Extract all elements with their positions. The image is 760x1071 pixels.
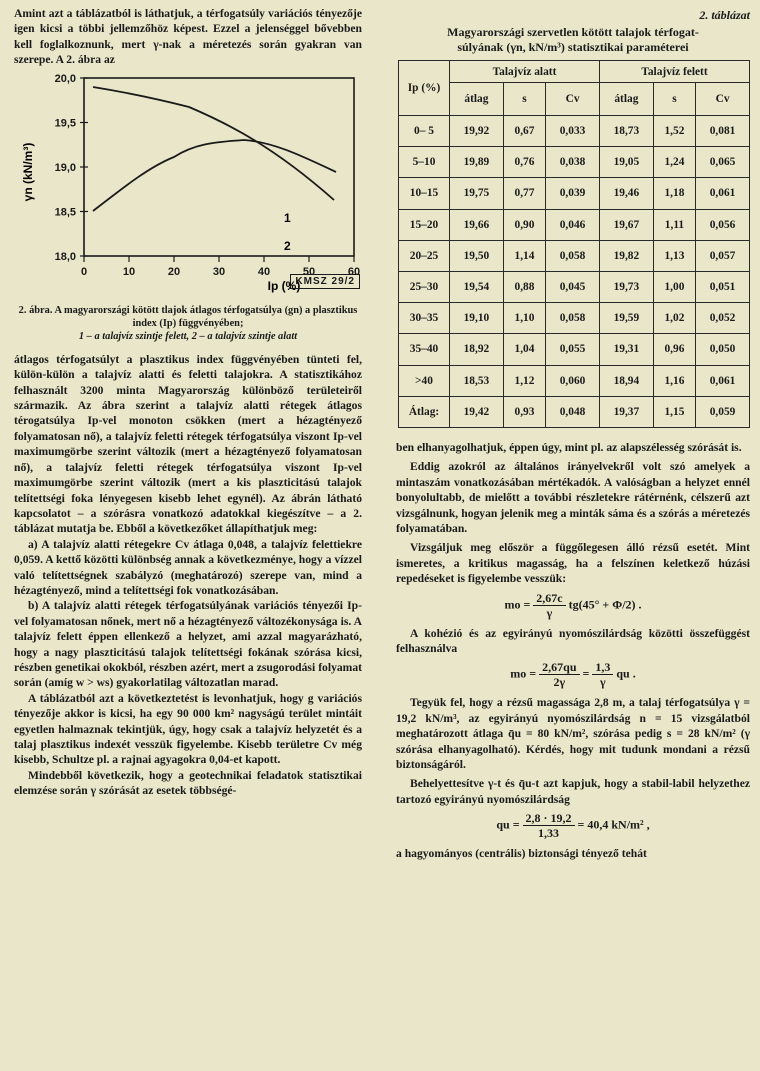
table-cell: 1,00 <box>653 271 695 302</box>
x-tick: 50 <box>302 265 316 278</box>
table-cell: 0,052 <box>696 303 750 334</box>
table-cell: 19,10 <box>450 303 504 334</box>
eq2-lhs: mo = <box>510 666 537 681</box>
table-cell: 0,048 <box>546 396 600 427</box>
table-cell: 1,14 <box>503 240 545 271</box>
table-cell: 1,52 <box>653 116 695 147</box>
sub-header: s <box>653 83 695 116</box>
paragraph: átlagos térfogatsúlyt a plasztikus index függvényében tünteti fel, külön-külön a talajvíz alatti és feletti talajokra. A statisztikához felhasznált 3200 minta Magyarország különböző területeiről származik. Az ábra szerint a talajvíz alatti rétegek átlagos térogatsúlya Ip-vel monoton csökken (mert a hézagtényező folyamatosan nő), a talajvíz feletti rétegek térfogatsúlya viszont Ip-vel maximumgörbe szerint változik (mert a hézagtényező folyamatosan nő), a talajvíz feletti rétegek térfogatsúlya viszont Ip-vel maximumgörbe szerint változik (mert a kis plaszticitású talajok telítettségi foka lényegesen kisebb lehet egynél). Az ábrán látható kapcsolatot – a szórásra vonatkozó adatokkal kiegészítve – a 2. táblázat mutatja be. Ebből a következőket állapíthatjuk meg: <box>14 352 362 536</box>
eq2-equals: = <box>582 666 590 681</box>
eq1-fraction <box>533 591 565 620</box>
table-cell: 19,37 <box>599 396 653 427</box>
table-row <box>399 303 750 334</box>
eq2-rhs: qu . <box>616 666 636 681</box>
sub-header: Cv <box>696 83 750 116</box>
equation-1 <box>396 591 750 620</box>
caption-line2: 1 – a talajvíz szintje felett, 2 – a talajvíz szintje alatt <box>78 331 298 343</box>
table-cell: 0,057 <box>696 240 750 271</box>
curve-1-label: 1 <box>284 210 291 225</box>
group-below-header: Talajvíz alatt <box>450 61 600 83</box>
table-cell: 0,061 <box>696 178 750 209</box>
table-cell: 1,12 <box>503 365 545 396</box>
table-cell: 1,10 <box>503 303 545 334</box>
eq3-rhs: = 40,4 kN/m² , <box>577 817 650 832</box>
table-cell: 0,060 <box>546 365 600 396</box>
table-row <box>399 240 750 271</box>
eq3-denominator: 1,33 <box>538 826 560 841</box>
table-row <box>399 178 750 209</box>
table-cell-range: 15–20 <box>399 209 450 240</box>
eq2-denominator: 2γ <box>553 675 566 690</box>
right-column <box>396 6 750 862</box>
table-cell: 19,67 <box>599 209 653 240</box>
y-tick: 18,5 <box>54 206 76 219</box>
table-cell: 0,050 <box>696 334 750 365</box>
table-cell: 1,16 <box>653 365 695 396</box>
paragraph: Behelyettesítve γ-t és q̄u-t azt kapjuk, hogy a stabil-labil helyzethez tartozó egyirányú nyomószilárdság <box>396 777 750 806</box>
eq2-numerator: 2,67qu <box>539 660 579 675</box>
table-cell: 19,89 <box>450 147 504 178</box>
x-tick: 40 <box>257 265 271 278</box>
eq1-denominator: γ <box>546 605 553 620</box>
sub-header: s <box>503 83 545 116</box>
paragraph: a hagyományos (centrális) biztonsági tényező tehát <box>396 847 647 861</box>
table-cell: 0,051 <box>696 271 750 302</box>
table-cell: 1,02 <box>653 303 695 334</box>
paragraph: A kohézió és az egyirányú nyomószilárdság közötti összefüggést felhasználva <box>396 626 750 655</box>
table-cell: 0,90 <box>503 209 545 240</box>
group-above-header: Talajvíz felett <box>599 61 749 83</box>
eq2-denominator2: γ <box>600 675 606 690</box>
table-cell: 1,24 <box>653 147 695 178</box>
sub-header: Cv <box>546 83 600 116</box>
table-cell-range: 10–15 <box>399 178 450 209</box>
equation-3 <box>396 811 750 840</box>
paragraph: ben elhanyagolhatjuk, éppen úgy, mint pl. az alapszélesség szórását is. <box>396 440 742 454</box>
x-tick: 20 <box>167 265 181 278</box>
table-cell-range: 0– 5 <box>399 116 450 147</box>
table-row <box>399 271 750 302</box>
curve-1 <box>93 140 336 211</box>
table-cell: 0,039 <box>546 178 600 209</box>
table-cell: 19,82 <box>599 240 653 271</box>
eq3-numerator: 2,8 · 19,2 <box>523 811 575 826</box>
eq2-fraction2 <box>592 660 613 689</box>
x-axis-label: Ip (%) <box>267 278 301 293</box>
table-cell-range: 5–10 <box>399 147 450 178</box>
table-cell: 1,11 <box>653 209 695 240</box>
eq3-fraction <box>523 811 575 840</box>
table-cell: 19,42 <box>450 396 504 427</box>
y-axis <box>55 73 88 263</box>
left-column <box>14 6 362 799</box>
figure-stamp: KMSZ 29/2 <box>290 274 360 289</box>
eq1-numerator: 2,67c <box>533 591 565 606</box>
table-cell: 1,15 <box>653 396 695 427</box>
table-cell: 1,04 <box>503 334 545 365</box>
table-cell: 19,05 <box>599 147 653 178</box>
figure-2 <box>14 72 362 294</box>
table-cell: 0,033 <box>546 116 600 147</box>
figure-caption <box>18 304 358 344</box>
paragraph: a) A talajvíz alatti rétegekre Cv átlaga 0,048, a talajvíz felettiekre 0,059. A kettő közötti különbség annak a következménye, hogy a vízzel való telítettségnek szabályzó (meghatározó) szerepe van, mind a hézagtényező, mind a telítettségi fok vonatkozásában. <box>14 537 362 597</box>
table-title-line1: Magyarországi szervetlen kötött talajok térfogat- <box>447 25 699 39</box>
equation-2 <box>396 660 750 689</box>
x-tick: 30 <box>212 265 226 278</box>
table-cell: 18,94 <box>599 365 653 396</box>
table-cell: 0,038 <box>546 147 600 178</box>
table-cell: 0,058 <box>546 240 600 271</box>
table-cell: 0,046 <box>546 209 600 240</box>
paragraph: Mindebből következik, hogy a geotechnikai feladatok statisztikai elemzése során γ szórását az esetek többségé- <box>14 768 362 798</box>
y-tick: 20,0 <box>54 72 76 85</box>
paragraph: b) A talajvíz alatti rétegek térfogatsúlyának variációs tényezői Ip-vel folyamatosan nőnek, mert nő a hézagtényező változékonysága is. A talajvíz felett éppen ellenkező a helyzet, ami azzal magyarázható, hogy a nagy plaszticitású talajok telítettségi fokának szórása kicsi, részben genetikai okokból, részben azért, mert a zsugorodási folyamat során (amíg w > ws) gyakorlatilag változatlan marad. <box>14 599 362 690</box>
table-cell: 0,93 <box>503 396 545 427</box>
table-cell: 0,061 <box>696 365 750 396</box>
table-cell-range: >40 <box>399 365 450 396</box>
col-ip-header: Ip (%) <box>399 61 450 116</box>
table-row <box>399 396 750 427</box>
table-cell: 0,76 <box>503 147 545 178</box>
table-cell: 0,058 <box>546 303 600 334</box>
sub-header: átlag <box>450 83 504 116</box>
table-cell-range: Átlag: <box>399 396 450 427</box>
table-cell: 19,54 <box>450 271 504 302</box>
plot-frame <box>84 78 354 256</box>
table-cell: 19,59 <box>599 303 653 334</box>
table-cell-range: 30–35 <box>399 303 450 334</box>
table-cell: 0,059 <box>696 396 750 427</box>
table-cell: 18,73 <box>599 116 653 147</box>
table-cell: 19,31 <box>599 334 653 365</box>
eq2-fraction <box>539 660 579 689</box>
table-row <box>399 334 750 365</box>
table-cell-range: 25–30 <box>399 271 450 302</box>
y-axis-label: γn (kN/m³) <box>21 142 35 201</box>
x-tick: 60 <box>347 265 361 278</box>
table-number: 2. táblázat <box>699 8 750 22</box>
table-cell: 0,77 <box>503 178 545 209</box>
table-cell: 18,53 <box>450 365 504 396</box>
table-row <box>399 116 750 147</box>
table-row <box>399 147 750 178</box>
eq2-numerator2: 1,3 <box>592 660 613 675</box>
table-cell: 1,18 <box>653 178 695 209</box>
table-cell: 1,13 <box>653 240 695 271</box>
intro-paragraph: Amint azt a táblázatból is láthatjuk, a térfogatsúly variációs tényezője igen kicsi a többi jellemzőhöz képest. Ezzel a jelenséggel bővebben kell foglalkoznunk, mert γ-nak a méretezés során gyakran van szerepe. A 2. ábra az <box>14 7 362 67</box>
table-cell: 0,055 <box>546 334 600 365</box>
paragraph: Eddig azokról az általános irányelvekről volt szó amelyek a mintaszám vonatkozásában mértékadók. A valóságban a helyzet ennél bonyolultabb, de mielőtt a további részletekre rátérnénk, célszerű azt vizsgálnunk, hogyan jelenik meg a minták sáma és a szórás a méretezés folyamatában. <box>396 460 750 535</box>
table-cell: 19,66 <box>450 209 504 240</box>
y-tick: 19,5 <box>54 117 76 130</box>
paragraph: Tegyük fel, hogy a rézsű magassága 2,8 m, a talaj térfogatsúlya γ = 19,2 kN/m³, az egyirányú nyomószilárdság n = 15 vizsgálatból meghatározott átlaga q̄u = 80 kN/m², szórása pedig s = 28 kN/m² (γ szórása elhanyagolható). Kérdés, hogy mit tudunk mondani a rézsű biztonságáról. <box>396 696 750 771</box>
table-cell: 19,92 <box>450 116 504 147</box>
sub-header: átlag <box>599 83 653 116</box>
table-cell: 19,73 <box>599 271 653 302</box>
y-tick: 19,0 <box>54 161 76 174</box>
table-title <box>396 25 750 54</box>
table-cell: 0,045 <box>546 271 600 302</box>
table-body <box>399 116 750 428</box>
table-cell-range: 35–40 <box>399 334 450 365</box>
table-cell: 0,96 <box>653 334 695 365</box>
caption-line1: 2. ábra. A magyarországi kötött tlajok átlagos térfogatsúlya (gn) a plasztikus index (Ip) függvényében; <box>18 304 358 330</box>
eq3-lhs: qu = <box>496 817 520 832</box>
curve-2-label: 2 <box>284 238 291 253</box>
table-cell: 0,67 <box>503 116 545 147</box>
table-cell: 19,75 <box>450 178 504 209</box>
paragraph: A táblázatból azt a következtetést is levonhatjuk, hogy g variációs tényezője akkor is kicsi, ha egy 90 000 km² nagyságú terület mintáit egyetlen halmaznak tekintjük, úgy, hogy csak a talajvíz helyzetét és a talaj plasztikus indexét vesszük figyelembe. Kisebb területre Cv még kisebb, Schultze pl. a rajnai agyagokra 0,04-et kapott. <box>14 691 362 767</box>
table-cell: 19,50 <box>450 240 504 271</box>
x-tick: 0 <box>80 265 88 278</box>
table-cell-range: 20–25 <box>399 240 450 271</box>
table-cell: 0,88 <box>503 271 545 302</box>
table-title-line2: súlyának (γn, kN/m³) statisztikai paraméterei <box>457 39 689 54</box>
table-cell: 0,081 <box>696 116 750 147</box>
y-tick: 18,0 <box>54 250 76 263</box>
eq1-lhs: mo = <box>504 596 531 611</box>
table-cell: 0,065 <box>696 147 750 178</box>
table-row <box>399 209 750 240</box>
statistics-table <box>398 60 750 428</box>
figure-2-chart <box>14 72 362 294</box>
table-cell: 19,46 <box>599 178 653 209</box>
paragraph: Vizsgáljuk meg először a függőlegesen álló rézsű esetét. Mint ismeretes, a kritikus magasság, ha a felszínen keletkező húzási repedéseket is figyelembe vesszük: <box>396 541 750 586</box>
table-cell: 0,056 <box>696 209 750 240</box>
table-row <box>399 365 750 396</box>
eq1-rhs: tg(45° + Φ/2) . <box>568 596 642 611</box>
table-cell: 18,92 <box>450 334 504 365</box>
x-tick: 10 <box>122 265 136 278</box>
